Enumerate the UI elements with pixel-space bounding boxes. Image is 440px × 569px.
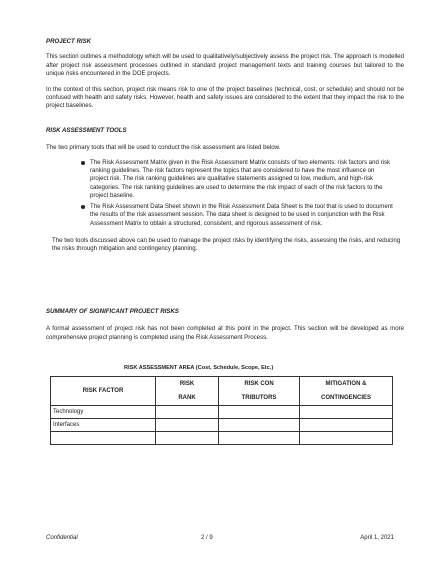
- table-cell: [300, 406, 393, 419]
- table-title: RISK ASSESSMENT AREA (Cost, Schedule, Scope, Etc.): [124, 364, 274, 371]
- paragraph-tools-intro: The two primary tools that will be used to conduct the risk assessment are listed below.: [46, 144, 281, 152]
- risk-assessment-table: [50, 376, 393, 445]
- header-mitigation: [300, 377, 393, 406]
- header-risk-factor: RISK FACTOR: [51, 377, 156, 406]
- table-cell: [51, 432, 156, 445]
- footer-date: April 1, 2021: [360, 535, 394, 541]
- header-risk-contributors-line1: RISK CON: [244, 381, 274, 388]
- table-cell: [156, 419, 219, 432]
- header-risk-rank: [156, 377, 219, 406]
- section-heading-summary: SUMMARY OF SIGNIFICANT PROJECT RISKS: [46, 307, 179, 315]
- table-cell: [300, 432, 393, 445]
- table-cell: [156, 432, 219, 445]
- table-row: [51, 419, 393, 432]
- tools-list: [46, 159, 404, 228]
- table-row: [51, 406, 393, 419]
- header-risk-rank-line2: RANK: [178, 395, 196, 402]
- paragraph-tools-closing: The two tools discussed above can be used to manage the project risks by identifying the risks, assessing the risks, and reducing the risks through mitigation and contingency planning.: [52, 236, 401, 253]
- table-cell: [300, 419, 393, 432]
- table-cell: [156, 406, 219, 419]
- paragraph-methodology: This section outlines a methodology which will be used to qualitatively/subjectively assess the project risk. The approach is modelled after project risk assessment processes outlined in standard project management texts and training courses but tailored to the unique risks encountered in the DOE projects.: [46, 53, 404, 78]
- header-mitigation-line2: CONTINGENCIES: [320, 395, 371, 402]
- table-cell: Interfaces: [51, 419, 156, 432]
- footer-page-number: 2 / 9: [201, 535, 213, 541]
- paragraph-summary: A formal assessment of project risk has not been completed at this point in the project. This section will be developed as more comprehensive project planning is completed using the Risk Assessment Process.: [46, 325, 404, 341]
- table-cell: [219, 419, 300, 432]
- table-cell: [219, 406, 300, 419]
- table-cell: Technology: [51, 406, 156, 419]
- paragraph-context: In the context of this section, project risk means risk to one of the project baselines (technical, cost, or schedule) and should not be confused with health and safety risks. However, health and safety issues are considered to the extent that they impact the risk to the project baselines.: [46, 85, 404, 110]
- section-heading-risk-tools: RISK ASSESSMENT TOOLS: [46, 126, 127, 134]
- header-risk-rank-line1: RISK: [179, 381, 195, 388]
- table-row: [51, 432, 393, 445]
- list-item: The Risk Assessment Data Sheet shown in the Risk Assessment Data Sheet is the tool that is used to document the results of the risk assessment session. The data sheet is designed to be used in conjunction with the Risk Assessment Matrix to obtain a structured, consistent, and rigorous assessment of risk.: [90, 203, 404, 228]
- header-risk-contributors: [219, 377, 300, 406]
- table-header-row: [51, 377, 393, 406]
- footer-confidential: Confidential: [46, 535, 78, 541]
- header-risk-contributors-line2: TRIBUTORS: [241, 395, 277, 402]
- table-cell: [219, 432, 300, 445]
- header-mitigation-line1: MITIGATION &: [325, 381, 367, 388]
- list-item: The Risk Assessment Matrix given in the Risk Assessment Matrix consists of two elements: risk factors and risk ranking guidelines. The risk factors represent the topics that are considered to have the most influence on project risk. The risk ranking guidelines are qualitative statements assigned to low, medium, and high-risk categories. The risk ranking guidelines are used to determine the risk impact of each of the risk factors to the project baseline.: [90, 159, 404, 201]
- section-heading-project-risk: PROJECT RISK: [46, 38, 92, 45]
- page-footer: [46, 534, 394, 542]
